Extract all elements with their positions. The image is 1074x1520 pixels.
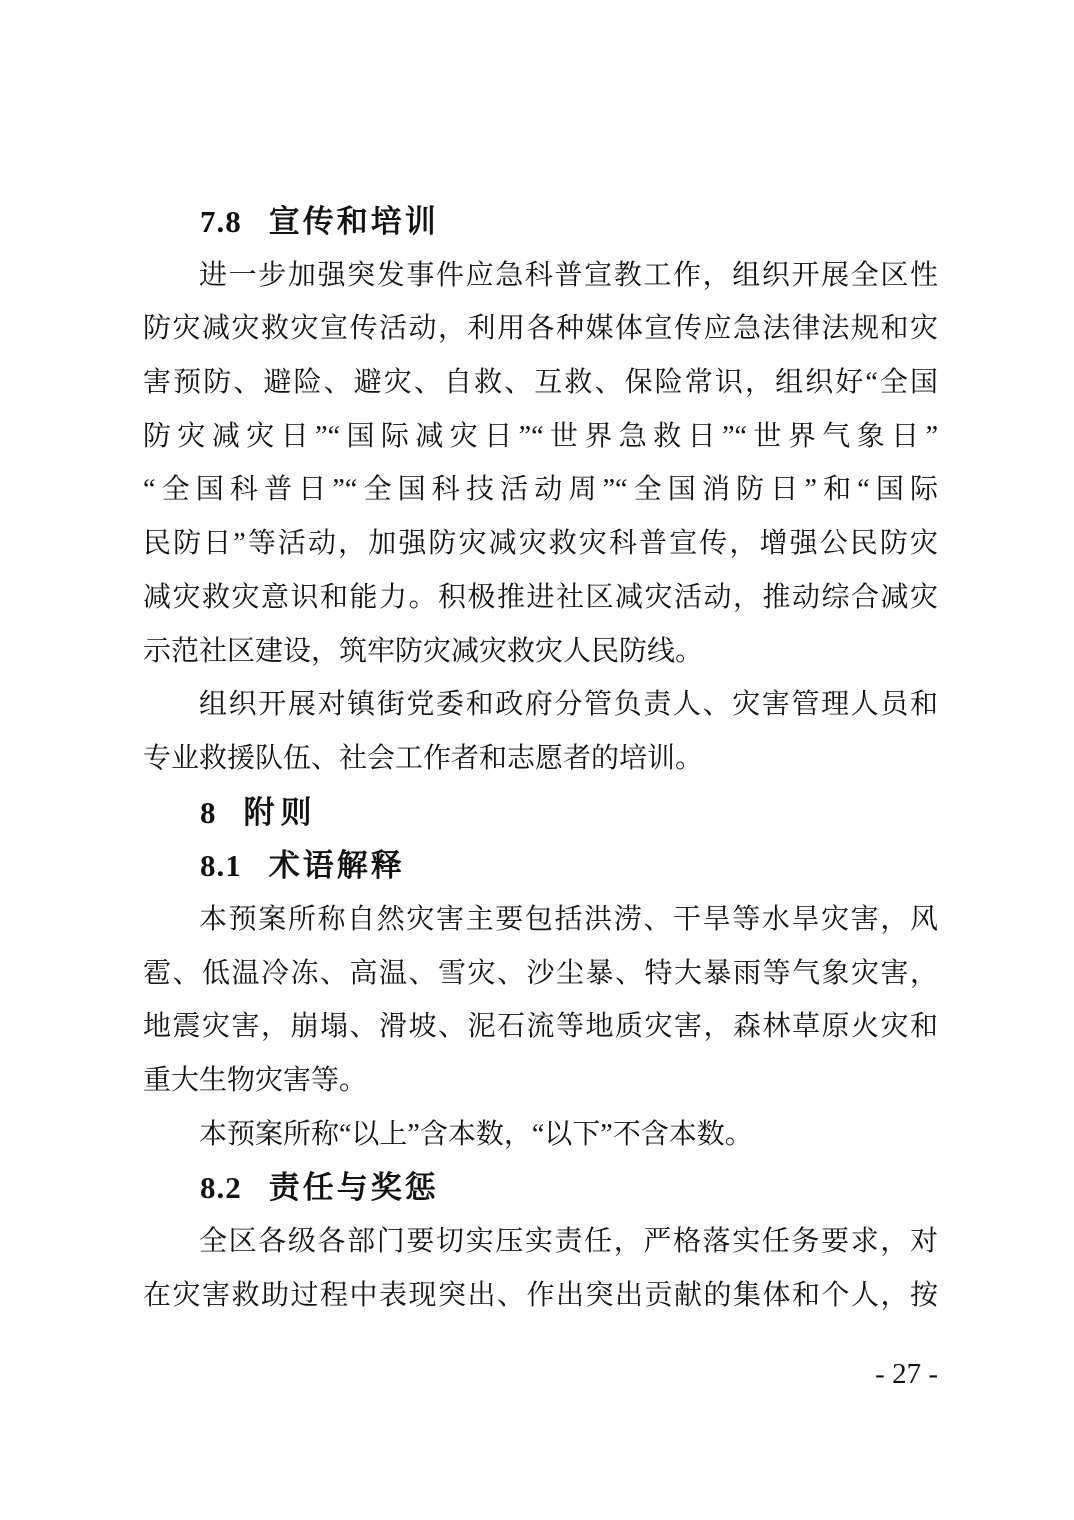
paragraph-responsibility — [143, 1215, 938, 1322]
text-line: 示范社区建设，筑牢防灾减灾救灾人民防线。 — [143, 635, 704, 667]
text-line: 防灾减灾日”“国际减灾日”“世界急救日”“世界气象日” — [143, 420, 938, 452]
paragraph-number-inclusion — [143, 1108, 938, 1162]
section-heading-8-1 — [143, 839, 938, 893]
section-number-8-1: 8.1 — [200, 848, 242, 884]
text-line: 本预案所称自然灾害主要包括洪涝、干旱等水旱灾害，风 — [199, 903, 938, 935]
section-number-7-8: 7.8 — [200, 204, 242, 239]
paragraph-publicity — [143, 249, 938, 679]
text-line: 组织开展对镇街党委和政府分管负责人、灾害管理人员和 — [199, 689, 938, 721]
section-heading-8 — [143, 786, 938, 840]
text-line: 民防日”等活动，加强防灾减灾救灾科普宣传，增强公民防灾 — [143, 528, 938, 560]
text-line: 地震灾害，崩塌、滑坡、泥石流等地质灾害，森林草原火灾和 — [143, 1011, 938, 1043]
text-line: 在灾害救助过程中表现突出、作出突出贡献的集体和个人，按 — [143, 1279, 938, 1311]
text-line: 全区各级各部门要切实压实责任，严格落实任务要求，对 — [199, 1226, 938, 1258]
section-title-8: 附则 — [243, 794, 318, 831]
text-line: 减灾救灾意识和能力。积极推进社区减灾活动，推动综合减灾 — [143, 581, 938, 613]
text-line: 防灾减灾救灾宣传活动，利用各种媒体宣传应急法律法规和灾 — [143, 313, 938, 345]
paragraph-terms-definition — [143, 893, 938, 1108]
text-line: 重大生物灾害等。 — [143, 1065, 368, 1096]
text-line: 本预案所称“以上”含本数，“以下”不含本数。 — [199, 1118, 753, 1150]
section-title-8-2: 责任与奖惩 — [268, 1170, 439, 1206]
paragraph-training — [143, 678, 938, 785]
text-line: 雹、低温冷冻、高温、雪灾、沙尘暴、特大暴雨等气象灾害， — [143, 957, 938, 989]
section-number-8-2: 8.2 — [200, 1170, 242, 1206]
text-line: 进一步加强突发事件应急科普宣教工作，组织开展全区性 — [199, 259, 938, 291]
page-number: - 27 - — [875, 1358, 938, 1390]
page-content — [143, 195, 938, 1322]
section-number-8: 8 — [200, 794, 217, 830]
section-title-8-1: 术语解释 — [268, 848, 405, 884]
section-heading-7-8 — [143, 195, 938, 249]
text-line: 专业救援队伍、社会工作者和志愿者的培训。 — [143, 742, 704, 774]
section-title-7-8: 宣传和培训 — [268, 204, 439, 239]
text-line: “全国科普日”“全国科技活动周”“全国消防日”和“国际 — [143, 474, 938, 506]
text-line: 害预防、避险、避灾、自救、互救、保险常识，组织好“全国 — [143, 367, 938, 399]
section-heading-8-2 — [143, 1161, 938, 1215]
